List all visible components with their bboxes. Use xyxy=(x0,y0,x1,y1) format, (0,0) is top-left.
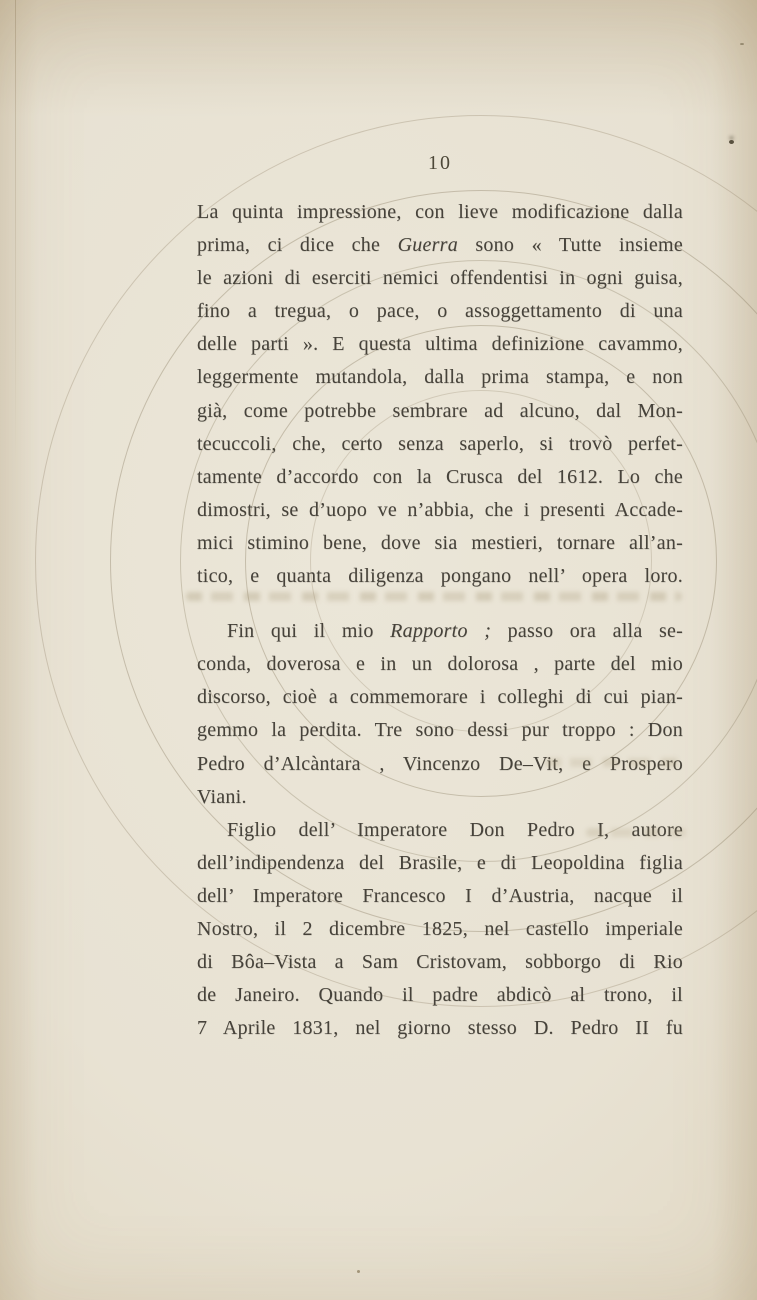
ink-bleedthrough xyxy=(186,592,682,601)
text-line xyxy=(197,560,683,593)
text-segment: prima, ci dice che xyxy=(197,234,398,257)
text-line xyxy=(197,361,683,394)
text-segment: già, come potrebbe sembrare ad alcuno, dal Mon- xyxy=(197,399,683,422)
page-number: 10 xyxy=(428,152,452,174)
text-segment: Figlio dell’ Imperatore Don Pedro I, autore xyxy=(227,818,683,841)
paragraph-1 xyxy=(197,196,683,593)
text-segment: conda, doverosa e in un dolorosa , parte del mio xyxy=(197,653,683,676)
text-line xyxy=(197,395,683,428)
italic-text-segment: Rapporto ; xyxy=(390,620,492,643)
text-line xyxy=(197,946,683,979)
text-segment: dell’ Imperatore Francesco I d’Austria, nacque il xyxy=(197,884,683,907)
text-line xyxy=(197,295,683,328)
text-line xyxy=(197,781,683,814)
text-line xyxy=(197,494,683,527)
text-segment: passo ora alla se- xyxy=(491,620,684,643)
text-segment: dell’indipendenza del Brasile, e di Leopoldina figlia xyxy=(197,851,683,874)
text-line xyxy=(197,428,683,461)
text-line xyxy=(197,527,683,560)
text-line xyxy=(197,1012,683,1045)
text-segment: tico, e quanta diligenza pongano nell’ opera loro. xyxy=(197,565,683,588)
text-line xyxy=(197,979,683,1012)
text-line xyxy=(197,681,683,714)
text-block xyxy=(197,196,683,1045)
text-line xyxy=(197,714,683,747)
text-line xyxy=(197,880,683,913)
text-segment: de Janeiro. Quando il padre abdicò al trono, il xyxy=(197,984,683,1007)
paragraph-2 xyxy=(197,615,683,814)
ink-bleedthrough xyxy=(586,828,686,837)
text-line xyxy=(197,461,683,494)
paper-speck xyxy=(357,1270,360,1273)
text-segment: gemmo la perdita. Tre sono dessi pur troppo : Don xyxy=(197,719,683,742)
text-line xyxy=(197,196,683,229)
text-segment: dimostri, se d’uopo ve n’abbia, che i presenti Accade- xyxy=(197,498,683,521)
text-line xyxy=(197,262,683,295)
text-line xyxy=(197,648,683,681)
text-segment: tecuccoli, che, certo senza saperlo, si trovò perfet- xyxy=(197,432,683,455)
text-line xyxy=(197,615,683,648)
text-segment: mici stimino bene, dove sia mestieri, tornare all’an- xyxy=(197,531,683,554)
text-segment: Fin qui il mio xyxy=(227,620,391,643)
text-line xyxy=(197,229,683,262)
text-line xyxy=(197,847,683,880)
text-segment: discorso, cioè a commemorare i colleghi di cui pian- xyxy=(197,686,683,709)
text-segment: Viani. xyxy=(197,785,247,808)
text-segment: fino a tregua, o pace, o assoggettamento di una xyxy=(197,300,683,323)
page-gutter-crease xyxy=(15,0,16,470)
text-line xyxy=(197,328,683,361)
text-segment: 7 Aprile 1831, nel giorno stesso D. Pedro II fu xyxy=(197,1017,683,1040)
text-segment: le azioni di eserciti nemici offendentisi in ogni guisa, xyxy=(197,267,683,290)
paper-speck xyxy=(729,140,734,144)
ink-bleedthrough xyxy=(545,758,685,767)
text-segment: tamente d’accordo con la Crusca del 1612. Lo che xyxy=(197,465,683,488)
text-segment: delle parti ». E questa ultima definizione cavammo, xyxy=(197,333,683,356)
italic-text-segment: Guerra xyxy=(397,234,458,257)
text-segment: sono « Tutte insieme xyxy=(457,234,683,257)
text-segment: leggermente mutandola, dalla prima stampa, e non xyxy=(197,366,683,389)
paragraph-3 xyxy=(197,814,683,1046)
text-segment: di Bôa–Vista a Sam Cristovam, sobborgo di Rio xyxy=(197,951,683,974)
paper-speck xyxy=(740,43,744,45)
text-line xyxy=(197,913,683,946)
text-segment: Nostro, il 2 dicembre 1825, nel castello imperiale xyxy=(197,917,683,940)
text-segment: La quinta impressione, con lieve modificazione dalla xyxy=(197,201,683,223)
text-segment: Pedro d’Alcàntara , Vincenzo De–Vit, e Prospero xyxy=(197,752,683,775)
